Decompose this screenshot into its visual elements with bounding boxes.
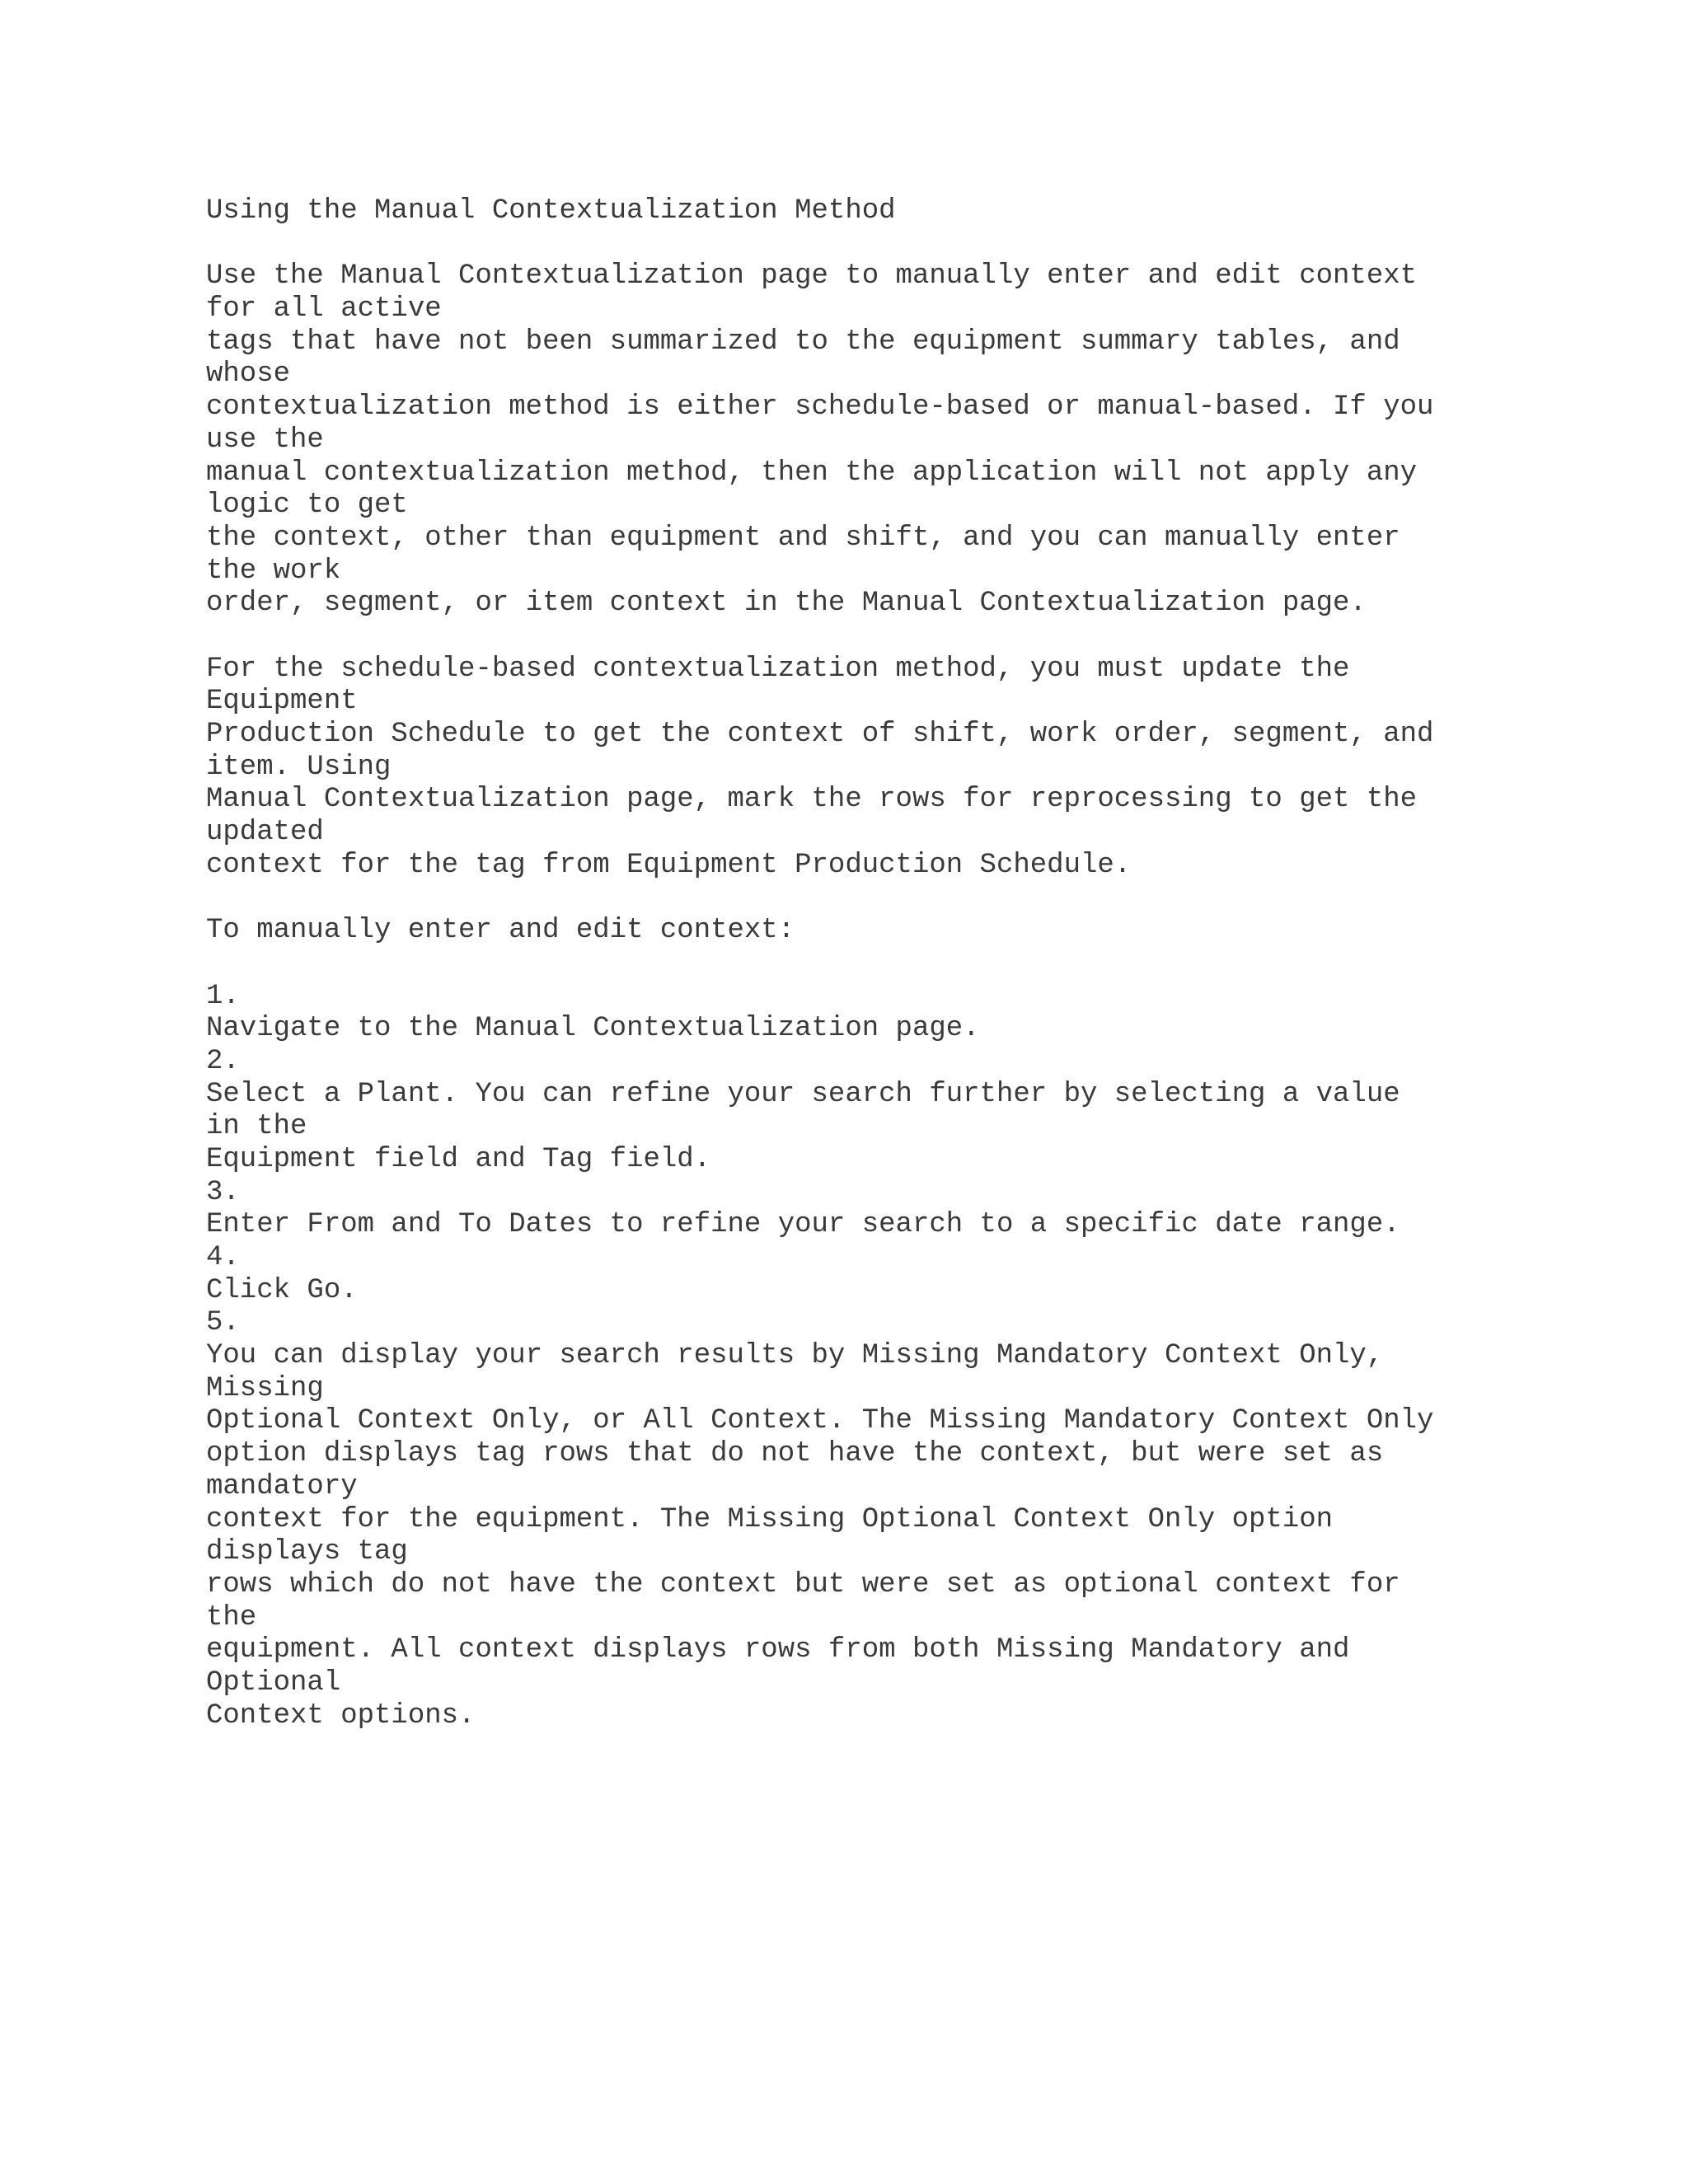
text-line: in the [206,1111,307,1143]
blank-line [206,228,1525,261]
text-line: Equipment field and Tag field. [206,1143,711,1175]
text-line: Optional [206,1666,341,1699]
text-line: whose [206,359,291,391]
text-line: logic to get [206,490,408,522]
text-line: Missing [206,1372,324,1404]
text-line: Manual Contextualization page, mark the rows for reprocessing to get the [206,784,1418,816]
text-line: rows which do not have the context but were set as optional context for [206,1568,1400,1601]
text-line: order, segment, or item context in the Manual Contextualization page. [206,588,1367,620]
text-line: use the [206,424,324,456]
text-line: Enter From and To Dates to refine your search to a specific date range. [206,1209,1400,1241]
text-line: To manually enter and edit context: [206,915,795,947]
text-line: tags that have not been summarized to the equipment summary tables, and [206,326,1400,358]
text-line: 3. [206,1176,240,1208]
text-line: 5. [206,1307,240,1339]
text-line: Production Schedule to get the context of shift, work order, segment, and [206,719,1434,750]
text-line: For the schedule-based contextualization method, you must update the [206,653,1350,685]
text-line: Navigate to the Manual Contextualization page. [206,1013,980,1045]
text-line: Context options. [206,1699,476,1732]
text-line: Optional Context Only, or All Context. The Missing Mandatory Context Only [206,1405,1434,1437]
text-line: for all active [206,293,442,326]
text-line: contextualization method is either schedule-based or manual-based. If you [206,391,1434,424]
text-line: updated [206,817,324,849]
text-line: Select a Plant. You can refine your search further by selecting a value [206,1078,1400,1110]
text-line: manual contextualization method, then the application will not apply any [206,457,1418,489]
text-line: 2. [206,1045,240,1077]
document-title: Using the Manual Contextualization Method [206,195,896,227]
text-line: the [206,1601,257,1633]
text-line: displays tag [206,1536,408,1568]
blank-line [206,882,1525,915]
text-line: the work [206,555,341,587]
text-line: mandatory [206,1470,358,1502]
text-line: Use the Manual Contextualization page to manually enter and edit context [206,260,1418,293]
text-line: 1. [206,980,240,1012]
document-body [206,195,1525,1732]
text-line: context for the tag from Equipment Production Schedule. [206,849,1132,881]
text-line: the context, other than equipment and shift, and you can manually enter [206,522,1400,554]
text-line: Click Go. [206,1274,358,1306]
text-line: 4. [206,1242,240,1273]
text-line: You can display your search results by Missing Mandatory Context Only, [206,1340,1384,1372]
text-line: option displays tag rows that do not have the context, but were set as [206,1438,1384,1470]
blank-line [206,948,1525,981]
text-line: Equipment [206,686,358,718]
text-line: equipment. All context displays rows from both Missing Mandatory and [206,1634,1350,1666]
text-line: context for the equipment. The Missing Optional Context Only option [206,1503,1334,1535]
text-line: item. Using [206,751,392,783]
blank-line [206,621,1525,654]
